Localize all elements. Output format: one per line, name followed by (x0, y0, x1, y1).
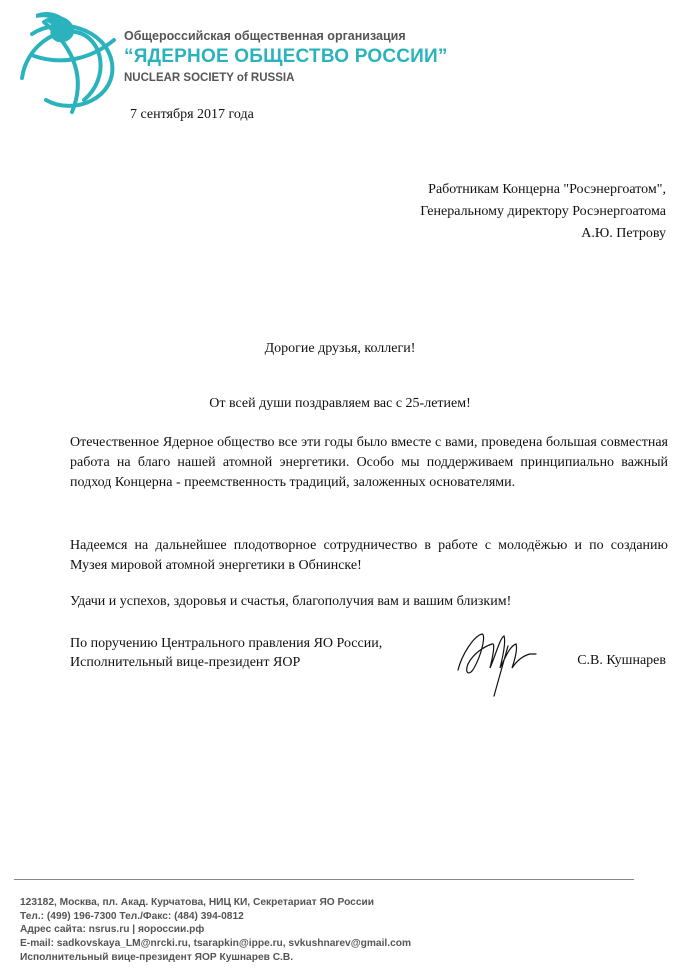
signoff-line: По поручению Центрального правления ЯО России, (70, 636, 383, 651)
letter-date: 7 сентября 2017 года (130, 107, 254, 122)
congratulation: От всей души поздравляем вас с 25-летием! (209, 396, 471, 411)
footer-contacts (20, 896, 411, 965)
signoff-block (70, 634, 382, 672)
footer-vice-president: Исполнительный вице-президент ЯОР Кушнарев С.В. (20, 951, 294, 963)
footer-website: Адрес сайта: nsrus.ru | яороссии.рф (20, 924, 205, 936)
org-name: “ЯДЕРНОЕ ОБЩЕСТВО РОССИИ” (124, 46, 448, 67)
addressee-line: А.Ю. Петрову (581, 226, 666, 241)
handwritten-signature-icon (452, 624, 542, 698)
footer-divider (14, 879, 634, 880)
greeting: Дорогие друзья, коллеги! (264, 341, 416, 356)
body-paragraph: Удачи и успехов, здоровья и счастья, благополучия вам и вашим близким! (70, 594, 512, 609)
nuclear-society-logo-icon (14, 8, 124, 123)
signer-name: С.В. Кушнарев (577, 653, 666, 668)
body-paragraph: Отечественное Ядерное общество все эти годы было вместе с вами, проведена большая совместная работа на благо нашей атомной энергетики. Особо мы поддерживаем принципиально важный подход Концерна - преемственность традиций, заложенных основателями. (70, 435, 668, 490)
addressee-line: Работникам Концерна "Росэнергоатом", (428, 182, 666, 197)
footer-address: 123182, Москва, пл. Акад. Курчатова, НИЦ КИ, Секретариат ЯО России (20, 897, 375, 908)
addressee-block (420, 179, 666, 245)
footer-phones: Тел.: (499) 196-7300 Тел./Факс: (484) 394-0812 (20, 910, 244, 922)
org-name-english: NUCLEAR SOCIETY of RUSSIA (124, 72, 295, 84)
signoff-title: Исполнительный вице-президент ЯОР (70, 655, 301, 670)
org-subtitle: Общероссийская общественная организация (124, 29, 406, 43)
addressee-line: Генеральному директору Росэнергоатома (420, 204, 666, 219)
body-paragraph: Надеемся на дальнейшее плодотворное сотрудничество в работе с молодёжью и по созданию Музея мировой атомной энергетики в Обнинске! (70, 538, 668, 573)
footer-email: E-mail: sadkovskaya_LM@nrcki.ru, tsarapkin@ippe.ru, svkushnarev@gmail.com (20, 938, 412, 950)
